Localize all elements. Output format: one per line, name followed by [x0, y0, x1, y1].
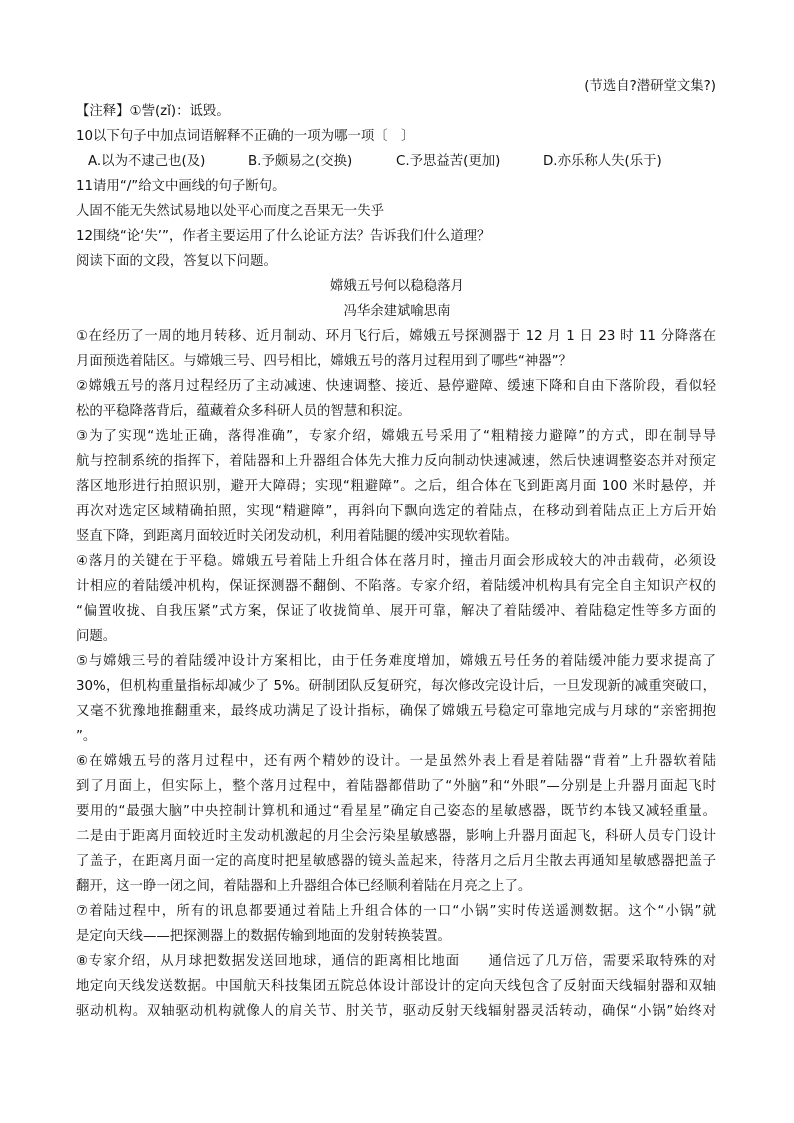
article-line: 松的平稳降落背后，蕴藏着众多科研人员的智慧和积淀。	[76, 404, 411, 419]
article-line: 了盖子，在距离月面一定的高度时把星敏感器的镜头盖起来，待落月之后月尘散去再通知星敏感器把盖子	[76, 854, 716, 869]
article-line: 地定向天线发送数据。中国航天科技集团五院总体设计部设计的定向天线包含了反射面天线辐射器和双轴	[76, 979, 716, 994]
article-line: ⑤与嫦娥三号的着陆缓冲设计方案相比，由于任务难度增加，嫦娥五号任务的着陆缓冲能力要求提高了	[76, 654, 716, 669]
article-line: “偏置收拢、自我压紧”式方案，保证了收拢简单、展开可靠，解决了着陆缓冲、着陆稳定性等多方面的	[76, 604, 716, 619]
question-11: 11请用“/”给文中画线的句子断句。	[76, 179, 286, 194]
article-line: ②嫦娥五号的落月过程经历了主动减速、快速调整、接近、悬停避障、缓速下降和自由下落阶段，看似轻	[76, 379, 716, 394]
article-line: 到了月面上，但实际上，整个落月过程中，着陆器都借助了“外脑”和“外眼”—分别是上升器月面起飞时	[76, 779, 716, 794]
q10-option-a: A.以为不逮己也(及)	[88, 154, 206, 169]
article-line: 翻开，这一睁一闭之间，着陆器和上升器组合体已经顺利着陆在月亮之上了。	[76, 879, 532, 894]
article-title: 嫦娥五号何以稳稳落月	[330, 279, 464, 294]
article-author: 冯华余建斌喻思南	[343, 304, 451, 319]
article-line: 要用的“最强大脑”中央控制计算机和通过“看星星”确定自己姿态的星敏感器，既节约本钱又减轻重量。	[76, 804, 716, 819]
article-line: ①在经历了一周的地月转移、近月制动、环月飞行后，嫦娥五号探测器于 12 月 1 日 23 时 11 分降落在	[76, 329, 716, 344]
q10-option-c: C.予思益苦(更加)	[396, 154, 501, 169]
article-line: ③为了实现“选址正确，落得准确”，专家介绍，嫦娥五号采用了“粗精接力避障”的方式，即在制导导	[76, 429, 716, 444]
annotation-note: 【注释】①訾(zǐ)：诋毁。	[76, 104, 230, 119]
article-line: 竖直下降，到距离月面较近时关闭发动机，利用着陆腿的缓冲实现软着陆。	[76, 529, 518, 544]
article-line: 航与控制系统的指挥下，着陆器和上升器组合体先大推力反向制动快速减速，然后快速调整姿态并对预定	[76, 454, 716, 469]
question-10: 10以下句子中加点词语解释不正确的一项为哪一项〔 〕	[76, 129, 415, 144]
article-line: 计相应的着陆缓冲机构，保证探测器不翻倒、不陷落。专家介绍，着陆缓冲机构具有完全自主知识产权的	[76, 579, 716, 594]
article-line: ”。	[76, 729, 97, 744]
q11-sentence: 人固不能无失然试易地以处平心而度之吾果无一失乎	[76, 204, 384, 219]
article-line: 是定向天线——把探测器上的数据传输到地面的发射转换装置。	[76, 929, 451, 944]
article-line: 二是由于距离月面较近时主发动机激起的月尘会污染星敏感器，影响上升器月面起飞，科研人员专门设计	[76, 829, 716, 844]
reading-intro: 阅读下面的文段，答复以下问题。	[76, 254, 277, 269]
article-line: 驱动机构。双轴驱动机构就像人的肩关节、肘关节，驱动反射天线辐射器灵活转动，确保“小锅”始终对	[76, 1004, 716, 1019]
article-line: 问题。	[76, 629, 117, 644]
article-line: ⑧专家介绍，从月球把数据发送回地球，通信的距离相比地面 通信远了几万倍，需要采取特殊的对	[76, 954, 716, 969]
q10-option-d: D.亦乐称人失(乐于)	[543, 154, 662, 169]
article-line: ④落月的关键在于平稳。嫦娥五号着陆上升组合体在落月时，撞击月面会形成较大的冲击载荷，必须设	[76, 554, 716, 569]
article-line: 落区地形进行拍照识别，避开大障碍；实现“粗避障”。之后，组合体在飞到距离月面 100 米时悬停，并	[76, 479, 716, 494]
article-line: 月面预选着陆区。与嫦娥三号、四号相比，嫦娥五号的落月过程用到了哪些“神器”？	[76, 354, 572, 369]
question-12: 12围绕“论‘失’”，作者主要运用了什么论证方法？告诉我们什么道理？	[76, 229, 491, 244]
q10-option-b: B.予颇易之(交换)	[248, 154, 353, 169]
article-line: ⑥在嫦娥五号的落月过程中，还有两个精妙的设计。一是虽然外表上看是着陆器“背着”上升器软着陆	[76, 754, 716, 769]
article-line: 又毫不犹豫地推翻重来，最终成功满足了设计指标，确保了嫦娥五号稳定可靠地完成与月球的“亲密拥抱	[76, 704, 716, 719]
source-citation: (节选自?潜研堂文集?)	[584, 79, 716, 94]
article-line: 30%，但机构重量指标却减少了 5%。研制团队反复研究，每次修改完设计后，一旦发现新的减重突破口，	[76, 679, 716, 694]
article-line: ⑦着陆过程中，所有的讯息都要通过着陆上升组合体的一口“小锅”实时传送遥测数据。这个“小锅”就	[76, 904, 716, 919]
article-line: 再次对选定区域精确拍照，实现“精避障”，再斜向下飘向选定的着陆点，在移动到着陆点正上方后开始	[76, 504, 716, 519]
